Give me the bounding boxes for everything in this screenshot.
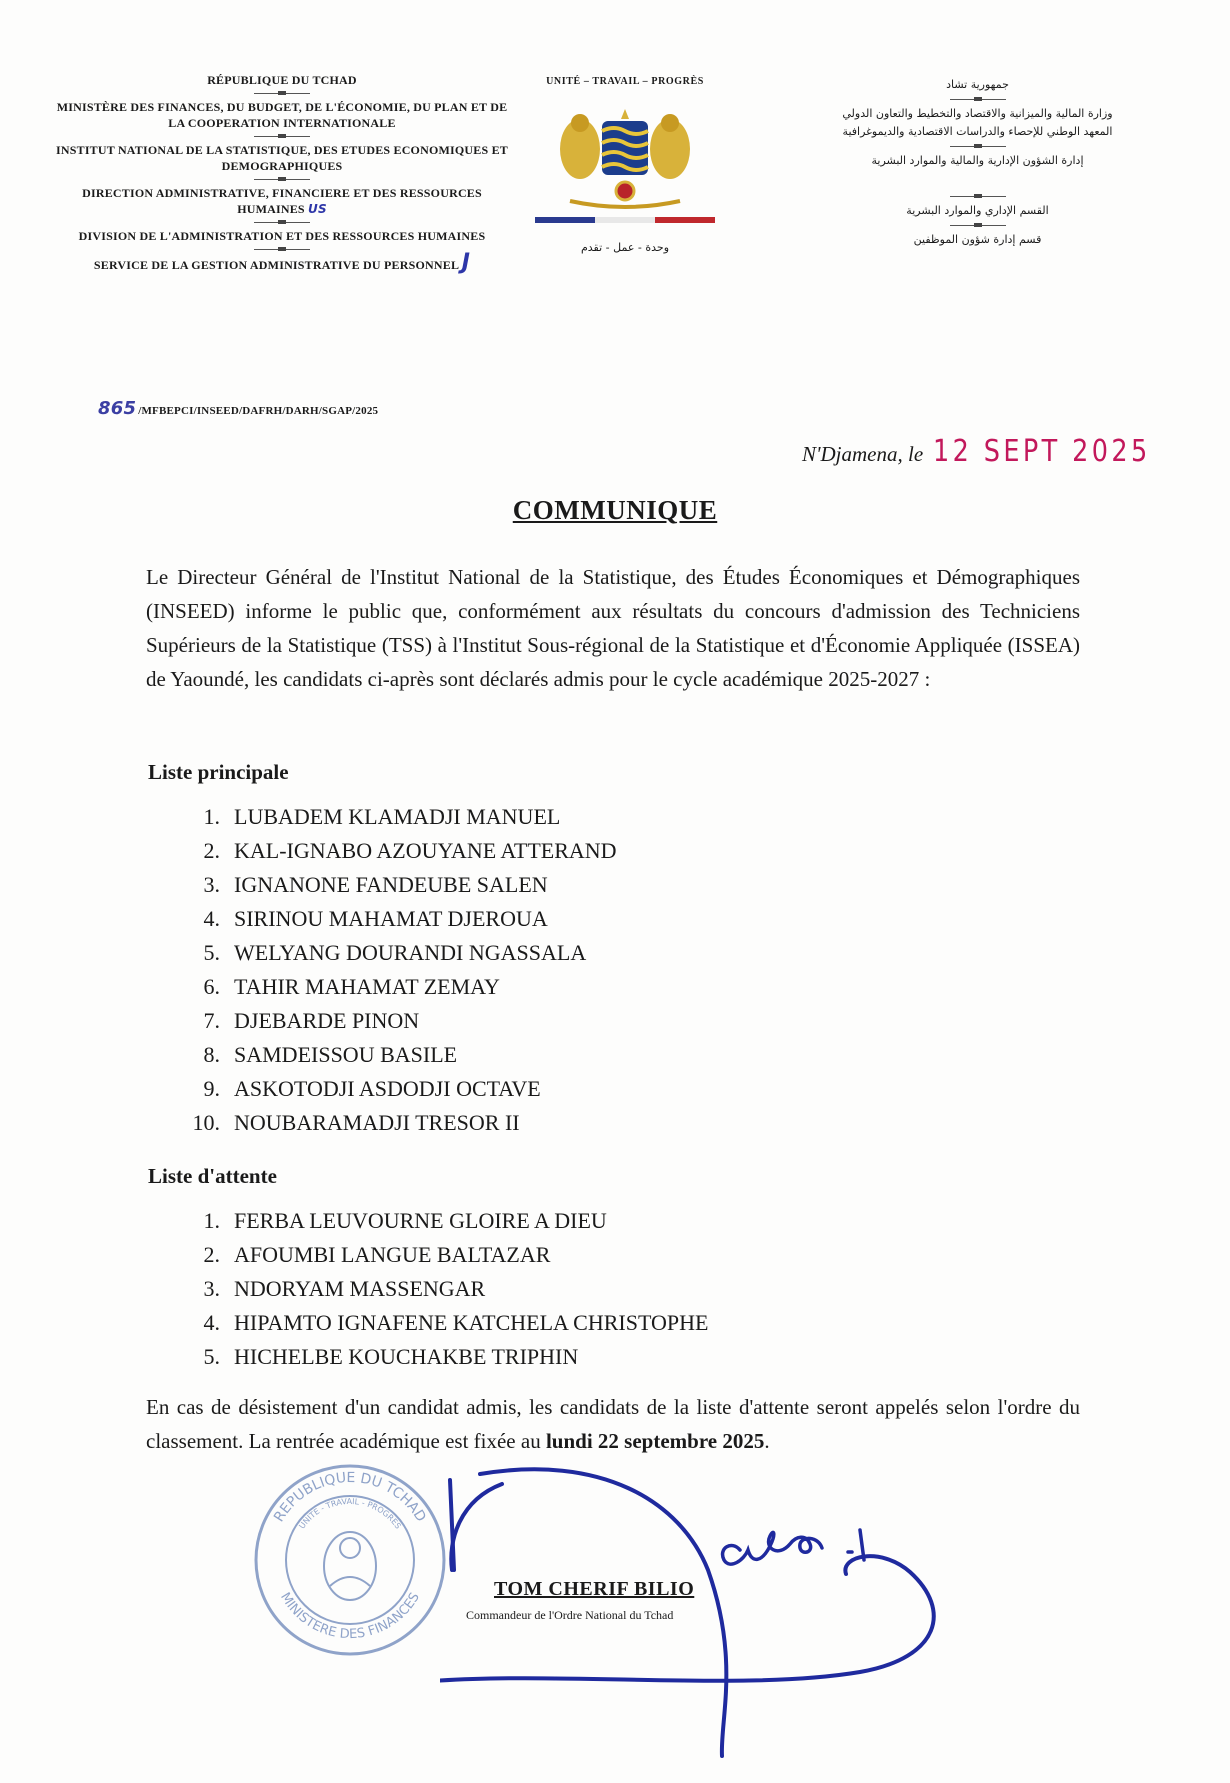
list-item-number: 1. xyxy=(203,1208,220,1233)
candidate-name: SIRINOU MAHAMAT DJEROUA xyxy=(234,906,548,931)
divider xyxy=(254,93,310,94)
divider xyxy=(950,196,1006,197)
country-name-arabic: جمهورية تشاد xyxy=(946,78,1009,91)
list-item-number: 6. xyxy=(203,974,220,999)
candidate-name: AFOUMBI LANGUE BALTAZAR xyxy=(234,1242,551,1267)
candidate-name: FERBA LEUVOURNE GLOIRE A DIEU xyxy=(234,1208,607,1233)
ministry-name: MINISTÈRE DES FINANCES, DU BUDGET, DE L'ÉCONOMIE, DU PLAN ET DE LA COOPERATION INTERNATIONALE xyxy=(56,100,508,130)
divider xyxy=(254,179,310,180)
candidate-name: HIPAMTO IGNAFENE KATCHELA CHRISTOPHE xyxy=(234,1310,709,1335)
waiting-list-heading: Liste d'attente xyxy=(148,1164,277,1188)
header-right-arabic xyxy=(775,76,1180,249)
list-item-number: 1. xyxy=(203,804,220,829)
reference-number xyxy=(98,398,378,419)
reference-code: /MFBEPCI/INSEED/DAFRH/DARH/SGAP/2025 xyxy=(138,405,379,417)
seal-bottom-text: MINISTERE DES FINANCES xyxy=(277,1590,423,1643)
closing-paragraph xyxy=(146,1390,1080,1458)
division-name-arabic: القسم الإداري والموارد البشرية xyxy=(906,204,1049,217)
list-item xyxy=(176,1038,617,1072)
institute-name: INSTITUT NATIONAL DE LA STATISTIQUE, DES ETUDES ECONOMIQUES ET DEMOGRAPHIQUES xyxy=(56,143,508,173)
list-item-number: 9. xyxy=(203,1076,220,1101)
list-item xyxy=(176,800,617,834)
list-item xyxy=(176,1072,617,1106)
list-item xyxy=(176,1306,708,1340)
document-title: COMMUNIQUE xyxy=(512,495,718,525)
candidate-name: SAMDEISSOU BASILE xyxy=(234,1042,458,1067)
principal-list-heading: Liste principale xyxy=(148,760,289,784)
list-item xyxy=(176,970,617,1004)
candidate-name: WELYANG DOURANDI NGASSALA xyxy=(234,940,587,965)
candidate-name: KAL-IGNABO AZOUYANE ATTERAND xyxy=(234,838,617,863)
service-name xyxy=(52,250,512,275)
divider xyxy=(254,249,310,250)
signer-title: Commandeur de l'Ordre National du Tchad xyxy=(466,1608,674,1622)
direction-text: DIRECTION ADMINISTRATIVE, FINANCIERE ET DES RESSOURCES HUMAINES xyxy=(82,186,482,216)
list-item-number: 8. xyxy=(203,1042,220,1067)
list-item xyxy=(176,1238,708,1272)
seal-top-text: REPUBLIQUE DU TCHAD xyxy=(271,1469,429,1525)
date-stamp: 12 SEPT 2025 xyxy=(933,434,1151,469)
start-date: lundi 22 septembre 2025 xyxy=(545,1429,765,1453)
coat-of-arms-icon xyxy=(550,101,700,211)
division-name: DIVISION DE L'ADMINISTRATION ET DES RESSOURCES HUMAINES xyxy=(78,229,486,243)
flag-stripe xyxy=(535,217,715,223)
header-left xyxy=(52,72,512,277)
list-item xyxy=(176,1340,708,1374)
list-item xyxy=(176,1272,708,1306)
principal-list xyxy=(176,800,617,1140)
list-item xyxy=(176,936,617,970)
national-motto: UNITÉ – TRAVAIL – PROGRÈS xyxy=(546,76,704,87)
closing-text: En cas de désistement d'un candidat admis, les candidats de la liste d'attente seront appelés selon l'ordre du classement. La rentrée académique est fixée au xyxy=(146,1395,1080,1453)
country-name: RÉPUBLIQUE DU TCHAD xyxy=(207,73,357,87)
place-and-date xyxy=(802,434,1189,469)
national-motto-arabic: وحدة - عمل - تقدم xyxy=(580,241,670,254)
divider xyxy=(254,136,310,137)
divider xyxy=(950,146,1006,147)
divider xyxy=(950,225,1006,226)
list-item xyxy=(176,1106,617,1140)
candidate-name: IGNANONE FANDEUBE SALEN xyxy=(234,872,548,897)
intro-paragraph: Le Directeur Général de l'Institut National de la Statistique, des Études Économiques et Démographiques (INSEED) informe le public que, conformément aux résultats du concours d'admission des Techniciens Supérieurs de la Statistique (TSS) à l'Institut Sous-régional de la Statistique et d'Économie Appliquée (ISSEA) de Yaoundé, les candidats ci-après sont déclarés admis pour le cycle académique 2025-2027 : xyxy=(146,565,1080,691)
signer-name: TOM CHERIF BILIO xyxy=(494,1578,695,1600)
candidate-name: NOUBARAMADJI TRESOR II xyxy=(234,1110,520,1135)
service-text: SERVICE DE LA GESTION ADMINISTRATIVE DU PERSONNEL xyxy=(93,258,459,272)
closing-period: . xyxy=(764,1429,770,1453)
candidate-name: TAHIR MAHAMAT ZEMAY xyxy=(234,974,500,999)
direction-name-arabic: إدارة الشؤون الإدارية والمالية والموارد البشرية xyxy=(871,154,1084,167)
list-item-number: 7. xyxy=(203,1008,220,1033)
list-item-number: 5. xyxy=(203,940,220,965)
divider xyxy=(950,99,1006,100)
list-item-number: 3. xyxy=(203,1276,220,1301)
list-item-number: 2. xyxy=(203,1242,220,1267)
list-item xyxy=(176,902,617,936)
list-item-number: 3. xyxy=(203,872,220,897)
seal-inner-text: UNITE - TRAVAIL - PROGRES xyxy=(297,1496,403,1531)
date-prefix: N'Djamena, le xyxy=(802,442,924,466)
official-seal-icon xyxy=(250,1460,450,1660)
divider xyxy=(254,222,310,223)
candidate-name: DJEBARDE PINON xyxy=(234,1008,420,1033)
ministry-name-arabic: وزارة المالية والميزانية والاقتصاد والتخطيط والتعاون الدولي xyxy=(842,107,1113,120)
candidate-name: HICHELBE KOUCHAKBE TRIPHIN xyxy=(234,1344,579,1369)
waiting-list xyxy=(176,1204,708,1374)
list-item-number: 2. xyxy=(203,838,220,863)
list-item-number: 4. xyxy=(203,906,220,931)
direction-name xyxy=(52,185,512,217)
list-item-number: 10. xyxy=(192,1110,220,1135)
list-item xyxy=(176,834,617,868)
list-item xyxy=(176,868,617,902)
candidate-name: LUBADEM KLAMADJI MANUEL xyxy=(234,804,561,829)
list-item-number: 4. xyxy=(203,1310,220,1335)
candidate-name: ASKOTODJI ASDODJI OCTAVE xyxy=(234,1076,541,1101)
service-name-arabic: قسم إدارة شؤون الموظفين xyxy=(913,233,1042,246)
header-center xyxy=(520,76,730,254)
candidate-name: NDORYAM MASSENGAR xyxy=(234,1276,486,1301)
list-item xyxy=(176,1004,617,1038)
list-item xyxy=(176,1204,708,1238)
direction-initials: US xyxy=(308,202,327,216)
institute-name-arabic: المعهد الوطني للإحصاء والدراسات الاقتصادية والديموغرافية xyxy=(842,125,1113,138)
reference-handwritten-number: 865 xyxy=(98,398,137,419)
service-initials: J xyxy=(461,250,471,275)
list-item-number: 5. xyxy=(203,1344,220,1369)
